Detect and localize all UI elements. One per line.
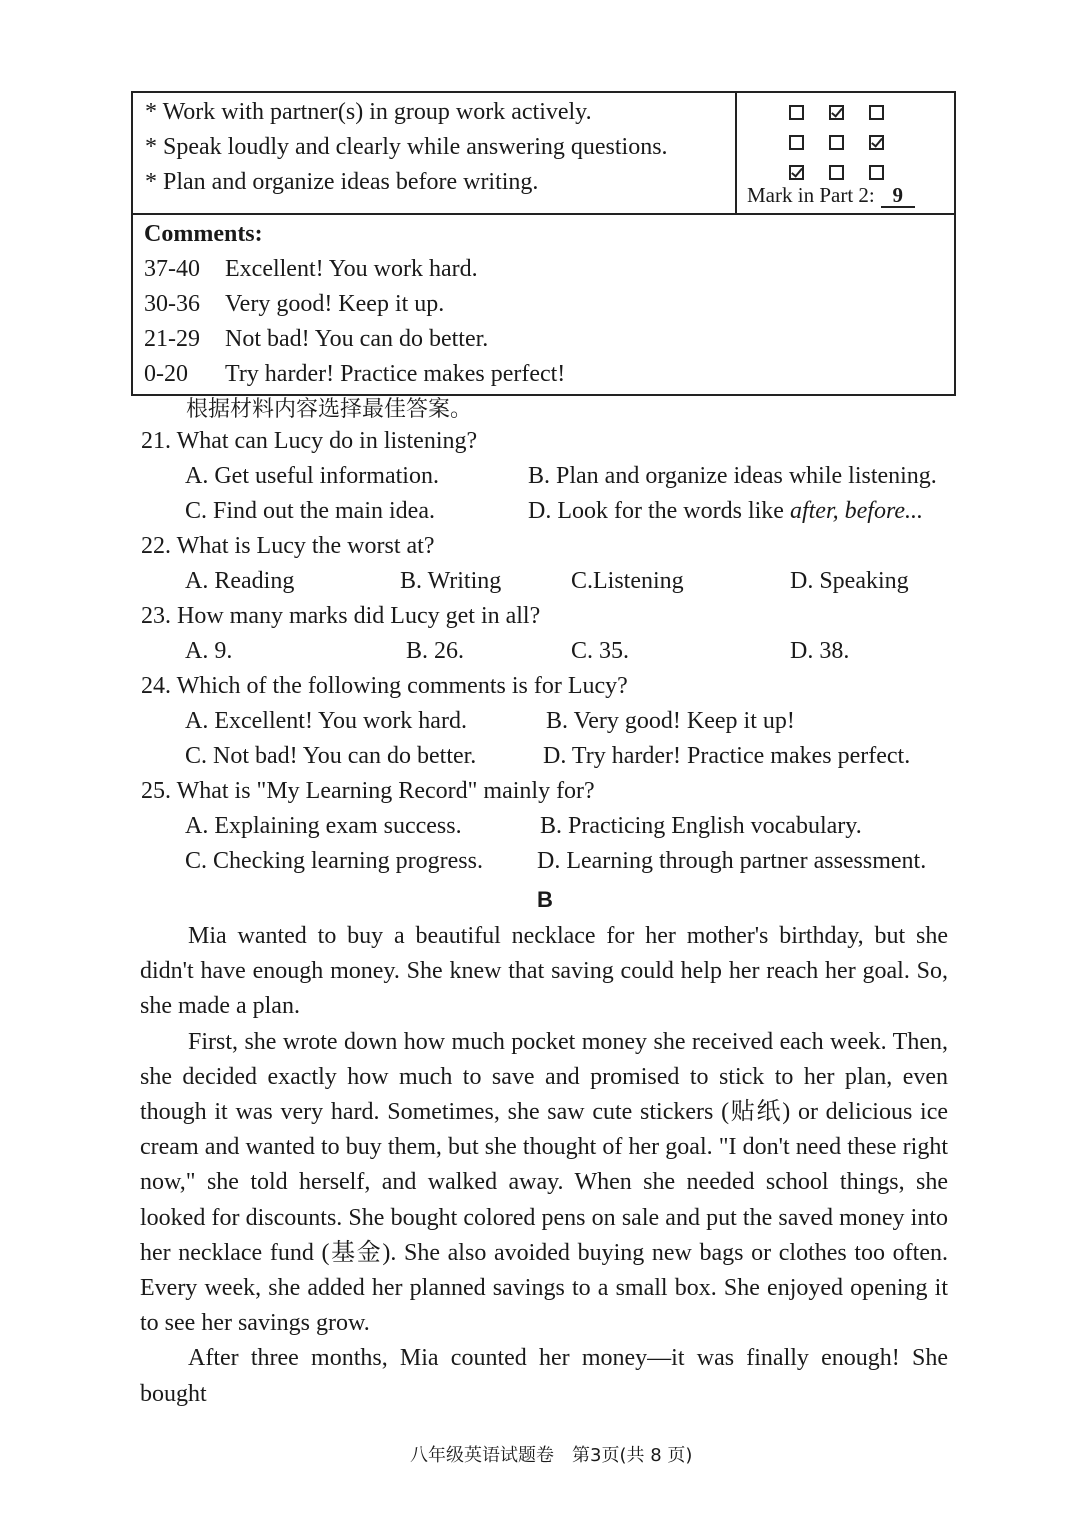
comment-row bbox=[144, 322, 954, 357]
mark-value: 9 bbox=[881, 184, 915, 208]
option-21b: B. Plan and organize ideas while listening. bbox=[528, 463, 937, 489]
option-21a: A. Get useful information. bbox=[185, 463, 439, 489]
empty-box-icon bbox=[869, 165, 884, 180]
option-22c: C.Listening bbox=[571, 568, 684, 594]
option-22b: B. Writing bbox=[400, 568, 502, 594]
criterion-2: * Speak loudly and clearly while answering questions. bbox=[145, 134, 668, 160]
mark-label: Mark in Part 2: bbox=[747, 183, 875, 207]
instruction: 根据材料内容选择最佳答案。 bbox=[186, 397, 473, 422]
criterion-1: * Work with partner(s) in group work actively. bbox=[145, 99, 592, 125]
comment-row bbox=[144, 252, 954, 287]
option-21d bbox=[528, 498, 923, 525]
mark-line bbox=[747, 183, 915, 208]
empty-box-icon bbox=[829, 135, 844, 150]
checked-box-icon bbox=[869, 135, 884, 150]
empty-box-icon bbox=[869, 105, 884, 120]
checkbox-grid bbox=[789, 97, 909, 187]
option-23a: A. 9. bbox=[185, 638, 233, 664]
comment-text: Try harder! Practice makes perfect! bbox=[225, 361, 566, 387]
option-21d-italic: after, before... bbox=[789, 498, 924, 524]
criterion-3: * Plan and organize ideas before writing. bbox=[145, 169, 539, 195]
comment-range: 0-20 bbox=[144, 361, 188, 387]
option-22d: D. Speaking bbox=[790, 568, 909, 594]
empty-box-icon bbox=[789, 135, 804, 150]
option-24b: B. Very good! Keep it up! bbox=[546, 708, 795, 734]
option-25c: C. Checking learning progress. bbox=[185, 848, 483, 874]
passage-paragraph-1: Mia wanted to buy a beautiful necklace for her mother's birthday, but she didn't have enough money. She knew that saving could help her reach her goal. So, she made a plan. bbox=[140, 923, 948, 1020]
comment-range: 30-36 bbox=[144, 291, 200, 317]
page-footer: 八年级英语试题卷 第3页(共 8 页) bbox=[410, 1445, 693, 1466]
checked-box-icon bbox=[789, 165, 804, 180]
comments-section bbox=[133, 215, 954, 394]
option-25a: A. Explaining exam success. bbox=[185, 813, 462, 839]
option-23c: C. 35. bbox=[571, 638, 630, 664]
checked-box-icon bbox=[829, 105, 844, 120]
option-25d: D. Learning through partner assessment. bbox=[537, 848, 927, 874]
option-21c: C. Find out the main idea. bbox=[185, 498, 435, 524]
checkbox-row bbox=[789, 127, 909, 157]
comment-row bbox=[144, 287, 954, 322]
question-22: 22. What is Lucy the worst at? bbox=[141, 533, 435, 559]
option-21d-text: D. Look for the words like bbox=[528, 498, 790, 524]
empty-box-icon bbox=[829, 165, 844, 180]
option-24c: C. Not bad! You can do better. bbox=[185, 743, 477, 769]
passage-paragraph-3: After three months, Mia counted her money—it was finally enough! She bought bbox=[140, 1345, 948, 1407]
question-21: 21. What can Lucy do in listening? bbox=[141, 428, 478, 454]
option-24d: D. Try harder! Practice makes perfect. bbox=[543, 743, 911, 769]
checkbox-row bbox=[789, 97, 909, 127]
option-25b: B. Practicing English vocabulary. bbox=[540, 813, 862, 839]
question-23: 23. How many marks did Lucy get in all? bbox=[141, 603, 541, 629]
comment-row bbox=[144, 357, 954, 392]
comment-text: Very good! Keep it up. bbox=[225, 291, 445, 317]
option-22a: A. Reading bbox=[185, 568, 295, 594]
section-b-heading: B bbox=[537, 887, 553, 912]
empty-box-icon bbox=[789, 105, 804, 120]
learning-record-table bbox=[131, 91, 956, 396]
comment-range: 21-29 bbox=[144, 326, 200, 352]
comment-text: Excellent! You work hard. bbox=[225, 256, 478, 282]
criteria-list bbox=[133, 93, 735, 213]
criteria-row bbox=[133, 93, 954, 215]
question-24: 24. Which of the following comments is for Lucy? bbox=[141, 673, 628, 699]
comments-title: Comments: bbox=[144, 221, 263, 247]
comment-range: 37-40 bbox=[144, 256, 200, 282]
passage-b bbox=[140, 919, 948, 1412]
passage-paragraph-2: First, she wrote down how much pocket money she received each week. Then, she decided exactly how much to save and promised to stick to her plan, even though it was very hard. Sometimes, she saw cute stickers (贴纸) or delicious ice cream and wanted to buy them, but she thought of her goal. "I don't need these right now," she told herself, and walked away. When she needed school things, she looked for discounts. She bought colored pens on sale and put the saved money into her necklace fund (基金). She also avoided buying new bags or clothes too often. Every week, she added her planned savings to a small box. She enjoyed opening it to see her savings grow. bbox=[140, 1028, 948, 1337]
option-23d: D. 38. bbox=[790, 638, 850, 664]
question-25: 25. What is "My Learning Record" mainly for? bbox=[141, 778, 595, 804]
option-23b: B. 26. bbox=[406, 638, 465, 664]
marks-cell bbox=[735, 93, 954, 213]
option-24a: A. Excellent! You work hard. bbox=[185, 708, 467, 734]
comment-text: Not bad! You can do better. bbox=[225, 326, 489, 352]
